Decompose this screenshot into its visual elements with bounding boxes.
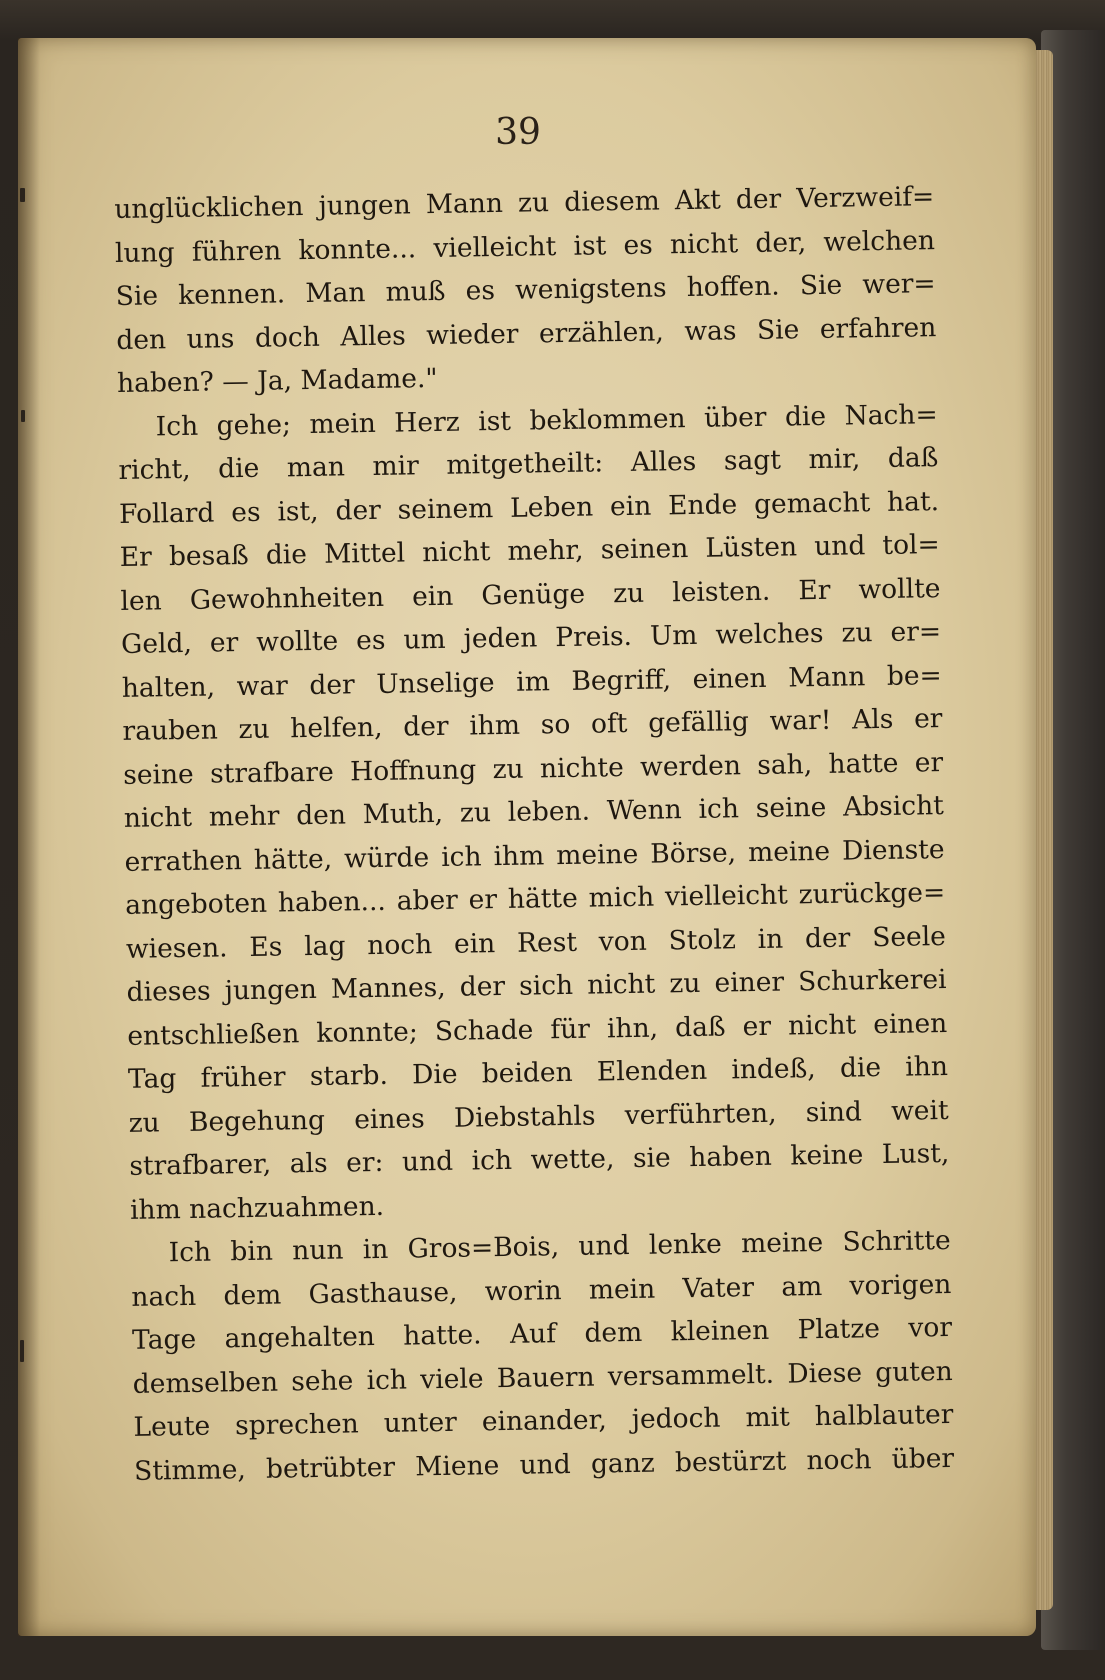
body-text [114, 175, 954, 1493]
page-gutter-shadow [18, 38, 40, 1636]
text-line: unglücklichen jungen Mann zu diesem Akt der Verzweif= [114, 181, 935, 225]
text-line: demselben sehe ich viele Bauern versammelt. Diese guten [132, 1355, 953, 1400]
text-line: strafbarer, als er: und ich wette, sie haben keine Lust, [129, 1138, 950, 1182]
page-number: 39 [495, 112, 541, 153]
text-line: Follard es ist, der seinem Leben ein Ende gemacht hat. [118, 485, 940, 530]
text-line: dieses jungen Mannes, der sich nicht zu einer Schurkerei [126, 964, 947, 1008]
text-line: nicht mehr den Muth, zu leben. Wenn ich seine Absicht [123, 790, 945, 834]
text-line: halten, war der Unselige im Begriff, einen Mann be= [121, 659, 942, 704]
book-page [18, 38, 1036, 1636]
text-line: ihm nachzuahmen. [129, 1190, 385, 1226]
text-line: rauben zu helfen, der ihm so oft gefällig war! Als er [122, 703, 943, 747]
text-line: errathen hätte, würde ich ihm meine Börse, meine Dienste [124, 833, 945, 878]
text-line: Ich gehe; mein Herz ist beklommen über die Nach= [155, 398, 938, 442]
text-line: Er besaß die Mittel nicht mehr, seinen Lüsten und tol= [119, 529, 940, 573]
text-line: wiesen. Es lag noch ein Rest von Stolz in der Seele [125, 920, 947, 965]
text-line: Tag früher starb. Die beiden Elenden indeß, die ihn [127, 1051, 949, 1095]
text-line: Leute sprechen unter einander, jedoch mit halblauter [133, 1398, 954, 1443]
margin-mark [20, 188, 25, 202]
text-line: seine strafbare Hoffnung zu nichte werden sah, hatte er [122, 746, 944, 791]
margin-mark [20, 1340, 24, 1362]
text-line: Tage angehalten hatte. Auf dem kleinen Platze vor [131, 1311, 953, 1356]
text-line: Sie kennen. Man muß es wenigstens hoffen. Sie wer= [115, 268, 936, 312]
text-line: Ich bin nun in Gros=Bois, und lenke meine Schritte [168, 1224, 951, 1269]
text-line: entschließen konnte; Schade für ihn, daß er nicht einen [127, 1007, 948, 1052]
text-line: zu Begehung eines Diebstahls verführten, sind weit [128, 1094, 949, 1139]
text-line: den uns doch Alles wieder erzählen, was Sie erfahren [116, 311, 937, 356]
text-line: lung führen konnte... vielleicht ist es nicht der, welchen [114, 224, 936, 269]
text-line: nach dem Gasthause, worin mein Vater am vorigen [131, 1268, 952, 1313]
text-line: Geld, er wollte es um jeden Preis. Um welches zu er= [120, 616, 942, 660]
text-line: Stimme, betrübter Miene und ganz bestürzt noch über [133, 1442, 955, 1487]
text-line: len Gewohnheiten ein Genüge zu leisten. Er wollte [120, 572, 941, 617]
text-line: angeboten haben... aber er hätte mich vielleicht zurückge= [125, 877, 946, 921]
margin-mark [21, 410, 25, 422]
text-line: richt, die man mir mitgetheilt: Alles sagt mir, daß [118, 442, 939, 486]
text-line: haben? — Ja, Madame." [116, 362, 438, 399]
